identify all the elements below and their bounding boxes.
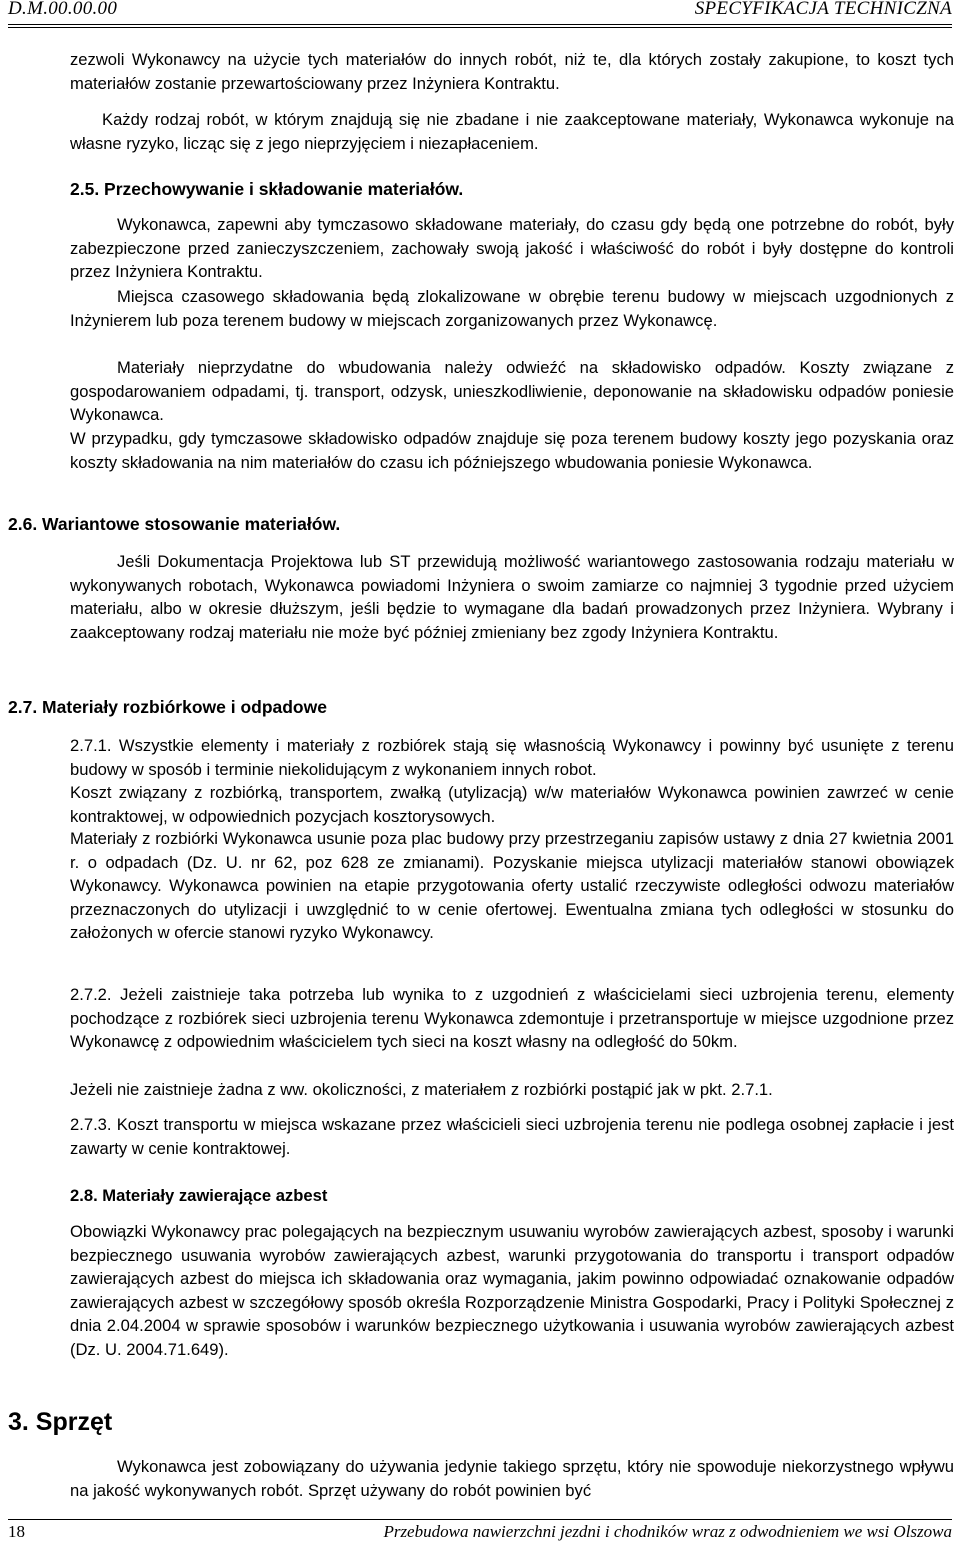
- paragraph-2-5-a: Wykonawca, zapewni aby tymczasowo składowane materiały, do czasu gdy będą one potrzebne do robót, były zabezpieczone przed zanieczyszczeniem, zachowały swoją jakość i właściwość do robót i były dostępne do kontroli przez Inżyniera Kontraktu.: [70, 215, 954, 282]
- footer-rule: [8, 1519, 952, 1520]
- project-title: Przebudowa nawierzchni jezdni i chodników wraz z odwodnieniem we wsi Olszowa: [383, 1522, 952, 1541]
- paragraph-2-7-1-c: Materiały z rozbiórki Wykonawca usunie poza plac budowy przy przestrzeganiu zapisów ustawy z dnia 27 kwietnia 2001 r. o odpadach (Dz. U. nr 62, poz 628 ze zmianami). Pozyskanie miejsca utylizacji materiałów stanowi obowiązek Wykonawcy. Wykonawca powinien na etapie przygotowania oferty ustalić rzeczywiste odległości odwozu materiałów przeznaczonych do utylizacji i uwzględnić to w cenie ofertowej. Ewentualna zmiana tych odległości w stosunku do założonych w ofercie stanowi ryzyko Wykonawcy.: [70, 829, 954, 943]
- paragraph-2-5-b: Miejsca czasowego składowania będą zlokalizowane w obrębie terenu budowy w miejscach uzgodnionych z Inżynierem lub poza terenem budowy w miejscach zorganizowanych przez Wykonawcę.: [70, 287, 954, 330]
- page-number: 18: [8, 1522, 25, 1541]
- paragraph-continuation: zezwoli Wykonawcy na użycie tych materiałów do innych robót, niż te, dla których zostały zakupione, to koszt tych materiałów zostanie przewartościowany przez Inżyniera Kontraktu.: [70, 50, 954, 93]
- section-heading-2-8: 2.8. Materiały zawierające azbest: [70, 1186, 328, 1205]
- header-rule-secondary: [8, 27, 952, 28]
- section-heading-2-6: 2.6. Wariantowe stosowanie materiałów.: [8, 514, 341, 534]
- paragraph-2-7-1-b: Koszt związany z rozbiórką, transportem, zwałką (utylizacją) w/w materiałów Wykonawca powinien zawrzeć w cenie kontraktowej, w odpowiednich pozycjach kosztorysowych.: [70, 783, 954, 826]
- paragraph-2-5-c: Materiały nieprzydatne do wbudowania należy odwieźć na składowisko odpadów. Koszty związane z gospodarowaniem odpadami, tj. transport, odzysk, unieszkodliwienie, deponowanie na składowisku odpadów poniesie Wykonawca.: [70, 358, 954, 425]
- paragraph-2-5-d: W przypadku, gdy tymczasowe składowisko odpadów znajduje się poza terenem budowy koszty jego pozyskania oraz koszty składowania na nim materiałów do czasu ich późniejszego wbudowania poniesie Wykonawca.: [70, 429, 954, 472]
- paragraph-2-7-2-a: 2.7.2. Jeżeli zaistnieje taka potrzeba lub wynika to z uzgodnień z właścicielami sieci uzbrojenia terenu, elementy pochodzące z rozbiórek sieci uzbrojenia terenu Wykonawca zdemontuje i przetransportuje w miejsce uzgodnione przez Wykonawcę z odpowiednim właścicielem tych sieci na koszt własny na odległość do 50km.: [70, 985, 954, 1052]
- paragraph-2-8: Obowiązki Wykonawcy prac polegających na bezpiecznym usuwaniu wyrobów zawierających azbest, sposoby i warunki bezpiecznego usuwania wyrobów zawierających azbest, warunki przygotowania do transportu i transport odpadów zawierających azbest do miejsca ich składowania oraz wymagania, jakim powinno odpowiadać oznakowanie odpadów zawierających azbest w szczegółowy sposób określa Rozporządzenie Ministra Gospodarki, Pracy i Polityki Społecznej z dnia 2.04.2004 w sprawie sposobów i warunków bezpiecznego użytkowania i usuwania wyrobów zawierających azbest (Dz. U. 2004.71.649).: [70, 1222, 954, 1359]
- chapter-heading-3: 3. Sprzęt: [8, 1408, 113, 1436]
- doc-type: SPECYFIKACJA TECHNICZNA: [694, 0, 952, 19]
- paragraph-2-6: Jeśli Dokumentacja Projektowa lub ST przewidują możliwość wariantowego zastosowania rodzaju materiału w wykonywanych robotach, Wykonawca powiadomi Inżyniera o swoim zamiarze co najmniej 3 tygodnie przed użyciem materiału, albo w okresie dłuższym, jeśli będzie to wymagane dla badań prowadzonych przez Inżyniera. Wybrany i zaakceptowany rodzaj materiału nie może być później zmieniany bez zgody Inżyniera Kontraktu.: [70, 552, 954, 642]
- paragraph-2-7-3: 2.7.3. Koszt transportu w miejsca wskazane przez właścicieli sieci uzbrojenia terenu nie podlega osobnej zapłacie i jest zawarty w cenie kontraktowej.: [70, 1115, 954, 1158]
- paragraph-3: Wykonawca jest zobowiązany do używania jedynie takiego sprzętu, który nie spowoduje niekorzystnego wpływu na jakość wykonywanych robót. Sprzęt używany do robót powinien być: [70, 1457, 954, 1500]
- paragraph-kazdy: Każdy rodzaj robót, w którym znajdują się nie zbadane i nie zaakceptowane materiały, Wykonawca wykonuje na własne ryzyko, licząc się z jego nieprzyjęciem i niezapłaceniem.: [70, 110, 954, 153]
- doc-code: D.M.00.00.00: [8, 0, 118, 19]
- header-rule: [8, 24, 952, 25]
- paragraph-2-7-2-b: Jeżeli nie zaistnieje żadna z ww. okoliczności, z materiałem z rozbiórki postąpić jak w pkt. 2.7.1.: [70, 1080, 773, 1099]
- paragraph-2-7-1-a: 2.7.1. Wszystkie elementy i materiały z rozbiórek stają się własnością Wykonawcy i powinny być usunięte z terenu budowy w sposób i terminie niekolidującym z wykonaniem innych robot.: [70, 736, 954, 779]
- section-heading-2-7: 2.7. Materiały rozbiórkowe i odpadowe: [8, 697, 327, 717]
- section-heading-2-5: 2.5. Przechowywanie i składowanie materiałów.: [70, 179, 464, 199]
